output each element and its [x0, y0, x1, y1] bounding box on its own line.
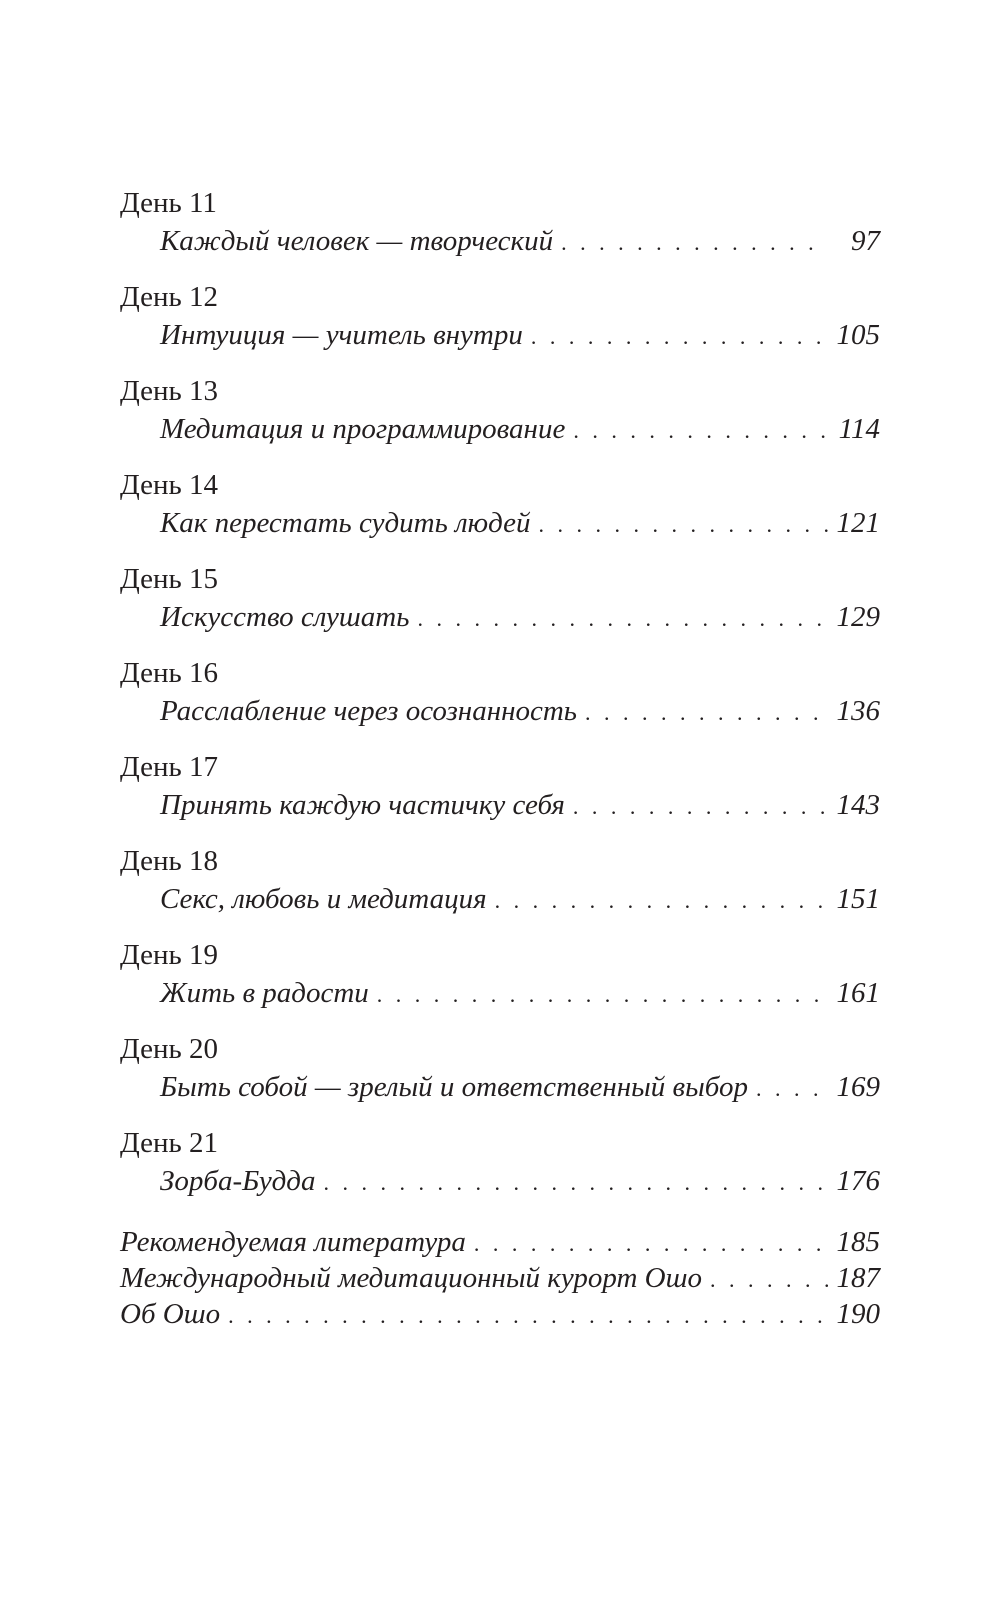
toc-entry [120, 410, 880, 448]
toc-entry-meditation-resort [120, 1260, 880, 1296]
toc-entry [120, 880, 880, 918]
day-label: День 11 [120, 187, 217, 219]
day-label: День 18 [120, 845, 219, 877]
page-number: 176 [836, 1165, 880, 1197]
closing-entries [120, 1224, 880, 1332]
day-label: День 16 [120, 657, 219, 689]
entry-title: Жить в радости [160, 977, 369, 1009]
page-number: 114 [838, 413, 880, 445]
toc-entry [120, 786, 880, 824]
toc-entry [120, 1068, 880, 1106]
dot-leader [573, 412, 828, 450]
toc-day-20 [120, 1030, 880, 1106]
day-label: День 15 [120, 563, 219, 595]
page-number: 105 [836, 319, 880, 351]
entry-title: Рекомендуемая литература [120, 1226, 466, 1258]
toc-entry [120, 692, 880, 730]
entry-title: Международный медитационный курорт Ошо [120, 1262, 702, 1294]
dot-leader [710, 1262, 828, 1298]
entry-title: Принять каждую частичку себя [160, 789, 565, 821]
day-label: День 21 [120, 1127, 219, 1159]
toc-entry-about-osho [120, 1296, 880, 1332]
toc-entry [120, 222, 880, 260]
page-number: 151 [836, 883, 880, 915]
toc-day-15 [120, 560, 880, 636]
entry-title: Как перестать судить людей [160, 507, 531, 539]
dot-leader [377, 976, 828, 1014]
dot-leader [474, 1226, 828, 1262]
entry-title: Зорба-Будда [160, 1165, 316, 1197]
toc-entry [120, 1162, 880, 1200]
toc-day-13 [120, 372, 880, 448]
dot-leader [417, 600, 828, 638]
entry-title: Быть собой — зрелый и ответственный выбор [160, 1071, 748, 1103]
page-number: 161 [836, 977, 880, 1009]
day-label: День 13 [120, 375, 219, 407]
dot-leader [561, 224, 828, 262]
dot-leader [539, 506, 828, 544]
toc-entry [120, 598, 880, 636]
toc-entry-recommended-literature [120, 1224, 880, 1260]
dot-leader [495, 882, 828, 920]
dot-leader [228, 1298, 828, 1334]
entry-title: Об Ошо [120, 1298, 221, 1330]
page-number: 136 [836, 695, 880, 727]
entry-title: Медитация и программирование [160, 413, 566, 445]
day-label: День 14 [120, 469, 219, 501]
dot-leader [756, 1070, 828, 1108]
entry-title: Искусство слушать [160, 601, 410, 633]
dot-leader [323, 1164, 828, 1202]
toc-entry [120, 974, 880, 1012]
toc-entry [120, 504, 880, 542]
toc-day-11 [120, 184, 880, 260]
toc-day-14 [120, 466, 880, 542]
toc-entry [120, 316, 880, 354]
toc-day-19 [120, 936, 880, 1012]
toc-day-17 [120, 748, 880, 824]
toc-day-16 [120, 654, 880, 730]
day-label: День 20 [120, 1033, 219, 1065]
page-number: 185 [836, 1226, 880, 1258]
page-number: 121 [836, 507, 880, 539]
day-label: День 19 [120, 939, 219, 971]
page-number: 190 [836, 1298, 880, 1330]
page-number: 143 [836, 789, 880, 821]
entry-title: Расслабление через осознанность [160, 695, 577, 727]
entry-title: Интуиция — учитель внутри [160, 319, 523, 351]
entry-title: Секс, любовь и медитация [160, 883, 487, 915]
day-label: День 17 [120, 751, 219, 783]
table-of-contents [120, 184, 880, 1332]
toc-day-21 [120, 1124, 880, 1200]
toc-day-18 [120, 842, 880, 918]
dot-leader [573, 788, 828, 826]
toc-day-12 [120, 278, 880, 354]
dot-leader [585, 694, 828, 732]
dot-leader [531, 318, 828, 356]
page-number: 169 [836, 1071, 880, 1103]
page-number: 129 [836, 601, 880, 633]
day-label: День 12 [120, 281, 219, 313]
page-number: 187 [836, 1262, 880, 1294]
entry-title: Каждый человек — творческий [160, 225, 554, 257]
page-number: 97 [851, 225, 880, 257]
